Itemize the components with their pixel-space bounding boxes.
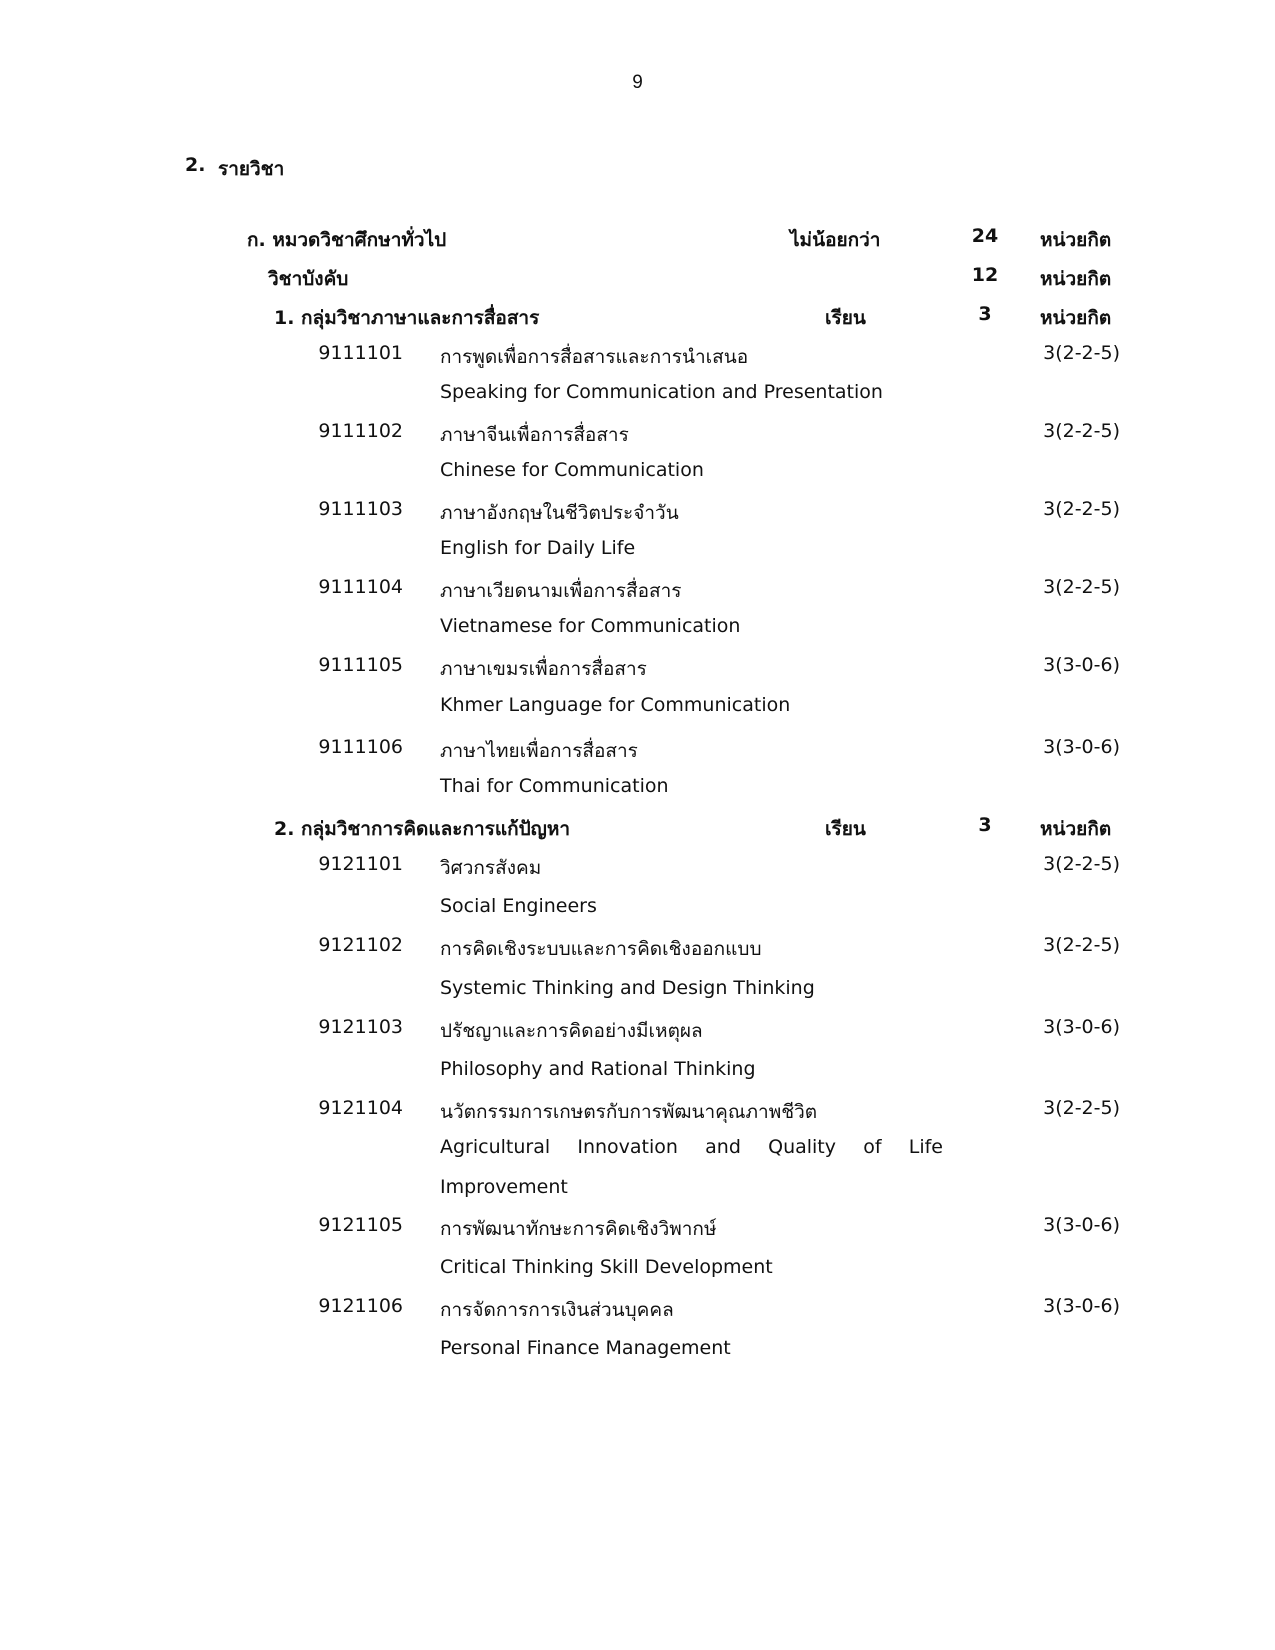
- course-code: 9121101: [318, 853, 403, 875]
- course-credit: 3(3-0-6): [1043, 1214, 1120, 1236]
- course-credit: 3(2-2-5): [1043, 1097, 1120, 1119]
- course-code: 9111106: [318, 736, 403, 758]
- course-title-en: Social Engineers: [440, 895, 597, 917]
- group-label: 2. กลุ่มวิชาการคิดและการแก้ปัญหา: [274, 818, 571, 840]
- course-credit: 3(3-0-6): [1043, 654, 1120, 676]
- course-title-th: การพัฒนาทักษะการคิดเชิงวิพากษ์: [440, 1218, 717, 1240]
- group-qualifier: เรียน: [825, 818, 866, 840]
- course-title-th: ภาษาอังกฤษในชีวิตประจำวัน: [440, 502, 679, 524]
- course-title-en-justified: [440, 1136, 943, 1158]
- course-title-th: ภาษาจีนเพื่อการสื่อสาร: [440, 424, 629, 446]
- course-credit: 3(2-2-5): [1043, 934, 1120, 956]
- group-qualifier: เรียน: [825, 307, 866, 329]
- course-credit: 3(2-2-5): [1043, 853, 1120, 875]
- course-code: 9111101: [318, 342, 403, 364]
- category-label: ก. หมวดวิชาศึกษาทั่วไป: [247, 229, 447, 251]
- course-title-en: Thai for Communication: [440, 775, 669, 797]
- course-title-en: Chinese for Communication: [440, 459, 704, 481]
- required-label: วิชาบังคับ: [268, 268, 349, 290]
- word: Innovation: [577, 1136, 678, 1158]
- course-code: 9111104: [318, 576, 403, 598]
- course-code: 9121104: [318, 1097, 403, 1119]
- course-code: 9111103: [318, 498, 403, 520]
- word: Agricultural: [440, 1136, 551, 1158]
- course-title-en: Critical Thinking Skill Development: [440, 1256, 773, 1278]
- course-title-th: ภาษาไทยเพื่อการสื่อสาร: [440, 740, 638, 762]
- group-unit: หน่วยกิต: [1040, 818, 1112, 840]
- group-credits: 3: [978, 303, 992, 325]
- page-number: 9: [632, 72, 643, 93]
- category-unit: หน่วยกิต: [1040, 229, 1112, 251]
- course-code: 9121106: [318, 1295, 403, 1317]
- course-code: 9121102: [318, 934, 403, 956]
- group-label: 1. กลุ่มวิชาภาษาและการสื่อสาร: [274, 307, 540, 329]
- course-code: 9121105: [318, 1214, 403, 1236]
- word: Life: [908, 1136, 943, 1158]
- course-title-en: English for Daily Life: [440, 537, 636, 559]
- course-title-th: ปรัชญาและการคิดอย่างมีเหตุผล: [440, 1020, 703, 1042]
- course-title-th: นวัตกรรมการเกษตรกับการพัฒนาคุณภาพชีวิต: [440, 1101, 818, 1123]
- course-code: 9111105: [318, 654, 403, 676]
- category-credits: 24: [971, 225, 999, 247]
- word: of: [863, 1136, 882, 1158]
- course-title-en-cont: Improvement: [440, 1176, 568, 1198]
- group-unit: หน่วยกิต: [1040, 307, 1112, 329]
- required-credits: 12: [971, 264, 999, 286]
- course-credit: 3(2-2-5): [1043, 342, 1120, 364]
- course-credit: 3(3-0-6): [1043, 1016, 1120, 1038]
- category-qualifier: ไม่น้อยกว่า: [790, 229, 881, 251]
- course-title-en: Speaking for Communication and Presentation: [440, 381, 883, 403]
- course-credit: 3(2-2-5): [1043, 498, 1120, 520]
- course-code: 9121103: [318, 1016, 403, 1038]
- word: and: [705, 1136, 741, 1158]
- section-title: รายวิชา: [218, 158, 285, 180]
- course-title-en: Philosophy and Rational Thinking: [440, 1058, 756, 1080]
- course-credit: 3(2-2-5): [1043, 576, 1120, 598]
- course-title-th: การจัดการการเงินส่วนบุคคล: [440, 1299, 674, 1321]
- required-unit: หน่วยกิต: [1040, 268, 1112, 290]
- course-title-th: ภาษาเวียดนามเพื่อการสื่อสาร: [440, 580, 682, 602]
- course-title-th: การคิดเชิงระบบและการคิดเชิงออกแบบ: [440, 938, 762, 960]
- course-title-th: วิศวกรสังคม: [440, 857, 542, 879]
- course-credit: 3(3-0-6): [1043, 1295, 1120, 1317]
- course-credit: 3(2-2-5): [1043, 420, 1120, 442]
- course-title-en: Systemic Thinking and Design Thinking: [440, 977, 815, 999]
- word: Quality: [768, 1136, 837, 1158]
- group-credits: 3: [978, 814, 992, 836]
- course-title-en: Vietnamese for Communication: [440, 615, 741, 637]
- section-number: 2.: [185, 154, 206, 176]
- course-title-en: Personal Finance Management: [440, 1337, 731, 1359]
- course-code: 9111102: [318, 420, 403, 442]
- course-title-th: ภาษาเขมรเพื่อการสื่อสาร: [440, 658, 647, 680]
- course-title-en: Khmer Language for Communication: [440, 694, 791, 716]
- course-title-th: การพูดเพื่อการสื่อสารและการนำเสนอ: [440, 346, 749, 368]
- course-credit: 3(3-0-6): [1043, 736, 1120, 758]
